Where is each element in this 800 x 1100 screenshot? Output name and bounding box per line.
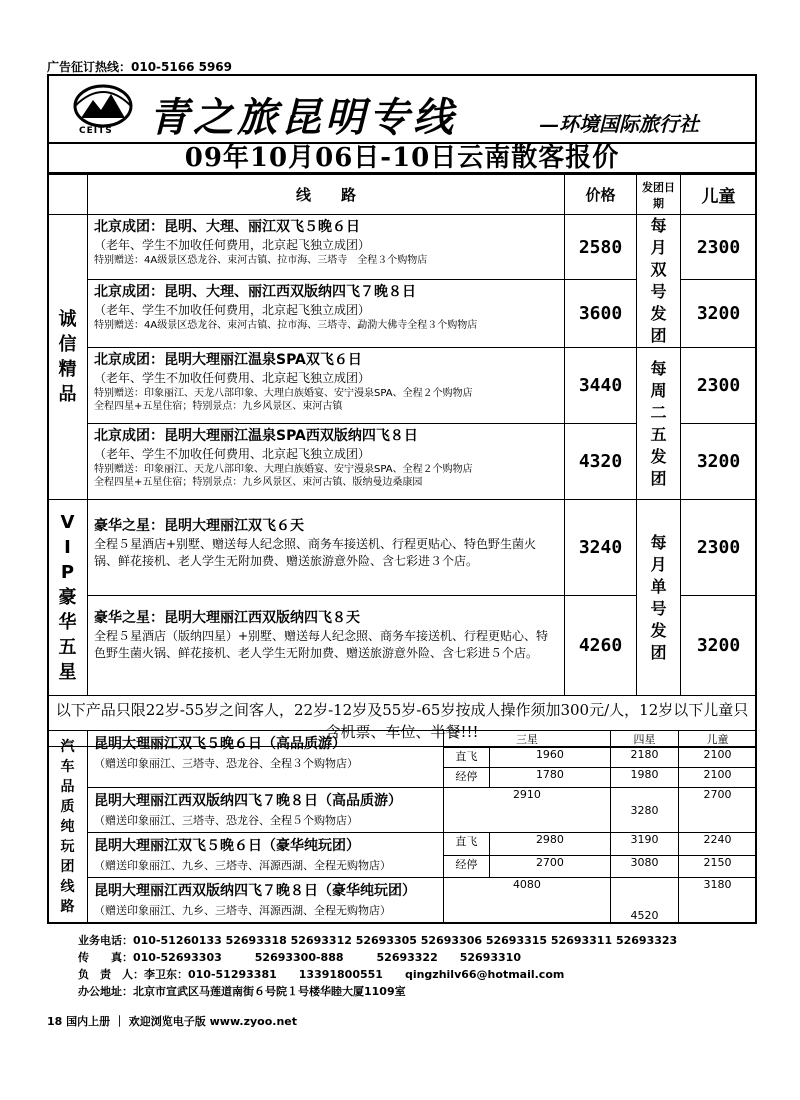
address-line xyxy=(78,983,677,1000)
bus-price: 3080 xyxy=(611,855,679,878)
fax: 010-52693303 52693300-888 52693322 52693310 xyxy=(133,951,521,964)
header xyxy=(49,76,755,142)
child-price: 2300 xyxy=(681,215,757,280)
contact-block xyxy=(78,932,677,1000)
bus-price: 4520 xyxy=(611,878,679,923)
route-price: 3440 xyxy=(565,348,637,424)
age-notice: 以下产品只限22岁-55岁之间客人，22岁-12岁及55岁-65岁按成人操作须加300元/人，12岁以下儿童只含机票、车位、半餐!!! xyxy=(48,696,757,747)
depart-date-2: 每周二五发团 xyxy=(637,348,681,500)
route-price: 2580 xyxy=(565,215,637,280)
bus-table xyxy=(47,730,757,924)
brand-title: 青之旅昆明专线 xyxy=(149,94,457,141)
route-price: 3600 xyxy=(565,280,637,348)
bus-route: 昆明大理丽江西双版纳四飞７晚８日（豪华纯玩团） （赠送印象丽江、九乡、三塔寺、洱源西湖、全程无购物店） xyxy=(88,878,444,923)
bus-route: 昆明大理丽江西双版纳四飞７晚８日（高品质游） （赠送印象丽江、三塔寺、恐龙谷、全程５个购物店） xyxy=(88,788,444,833)
bus-label: 经停 xyxy=(443,855,489,878)
address-label: 办公地址： xyxy=(78,985,133,998)
route-row: 北京成团：昆明、大理、丽江双飞５晚６日 （老年、学生不加收任何费用，北京起飞独立成团） 特别赠送：4A级景区恐龙谷、束河古镇、拉市海、三塔寺 全程３个购物店 xyxy=(88,215,565,280)
logo-text: CEITS xyxy=(79,126,113,136)
child-header: 儿童 xyxy=(681,175,757,215)
depart-date-3: 每月单号发团 xyxy=(637,500,681,696)
bus-price: 2980 xyxy=(489,833,610,856)
bus-price: 2700 xyxy=(489,855,610,878)
biz-phone-label: 业务电话： xyxy=(78,934,133,947)
route-price: 4320 xyxy=(565,424,637,500)
fax-label: 传 真： xyxy=(78,951,133,964)
child-price: 3200 xyxy=(681,596,757,696)
biz-phone: 010-51260133 52693318 52693312 52693305 52693306 52693315 52693311 52693323 xyxy=(133,934,678,947)
ad-hotline: 广告征订热线：010-5166 5969 xyxy=(47,60,233,74)
route-row: 豪华之星：昆明大理丽江西双版纳四飞８天 全程５星酒店（版纳四星）+别墅、赠送每人纪念照、商务车接送机、行程更贴心、特色野生菌火锅、鲜花接机、老人学生无附加费、赠送旅游意外险、含七彩进５个店。 xyxy=(88,596,565,696)
bus-price: 2150 xyxy=(679,855,757,878)
bus-price: 4080 xyxy=(443,878,610,923)
category-1: 诚信精品 xyxy=(48,215,88,500)
person: 李卫东：010-51293381 13391800551 qingzhilv66@hotmail.com xyxy=(144,968,565,981)
bus-label: 直飞 xyxy=(443,833,489,856)
route-row: 北京成团：昆明、大理、丽江西双版纳四飞７晚８日 （老年、学生不加收任何费用，北京起飞独立成团） 特别赠送：4A级景区恐龙谷、束河古镇、拉市海、三塔寺、勐泐大佛寺全程３个购物店 xyxy=(88,280,565,348)
bus-route: 昆明大理丽江双飞５晚６日（豪华纯玩团） （赠送印象丽江、九乡、三塔寺、洱源西湖、全程无购物店） xyxy=(88,833,444,878)
bus-price: 1980 xyxy=(611,768,679,788)
route-price: 4260 xyxy=(565,596,637,696)
route-header: 线 路 xyxy=(88,175,565,215)
fax-line xyxy=(78,949,677,966)
page-footer: 18 国内上册 ｜ 欢迎浏览电子版 www.zyoo.net xyxy=(47,1015,298,1028)
bus-price: 2700 xyxy=(679,788,757,833)
depart-date-1: 每月双号发团 xyxy=(637,215,681,348)
bus-price: 3280 xyxy=(611,788,679,833)
price-header: 价格 xyxy=(565,175,637,215)
bus-price: 1960 xyxy=(489,748,610,768)
route-row: 北京成团：昆明大理丽江温泉SPA双飞６日 （老年、学生不加收任何费用、北京起飞独立成团） 特别赠送：印象丽江、天龙八部印象、大理白族婚宴、安宁漫泉SPA、全程２个购物店 全程四星+五星住宿；特别景点：九乡风景区、束河古镇 xyxy=(88,348,565,424)
bus-price: 1780 xyxy=(489,768,610,788)
child-price: 2300 xyxy=(681,500,757,596)
bus-header-3star: 三星 xyxy=(443,731,610,748)
child-price: 3200 xyxy=(681,280,757,348)
bus-route: 昆明大理丽江双飞５晚６日（高品质游） （赠送印象丽江、三塔寺、恐龙谷、全程３个购物店） xyxy=(88,731,444,788)
bus-price: 3190 xyxy=(611,833,679,856)
address: 北京市宣武区马莲道南街６号院１号楼华睦大厦1109室 xyxy=(133,985,406,998)
bus-price: 3180 xyxy=(679,878,757,923)
route-row: 北京成团：昆明大理丽江温泉SPA西双版纳四飞８日 （老年、学生不加收任何费用、北京起飞独立成团） 特别赠送：印象丽江、天龙八部印象、大理白族婚宴、安宁漫泉SPA、全程２个购物店 全程四星+五星住宿；特别景点：九乡风景区、束河古镇、版纳曼边桑康园 xyxy=(88,424,565,500)
route-row: 豪华之星：昆明大理丽江双飞６天 全程５星酒店+别墅、赠送每人纪念照、商务车接送机、行程更贴心、特色野生菌火锅、鲜花接机、老人学生无附加费、赠送旅游意外险、含七彩进３个店。 xyxy=(88,500,565,596)
date-header: 发团日期 xyxy=(637,175,681,215)
bus-price: 2240 xyxy=(679,833,757,856)
brand-subtitle: —环境国际旅行社 xyxy=(539,112,699,136)
bus-header-child: 儿童 xyxy=(679,731,757,748)
bus-label: 经停 xyxy=(443,768,489,788)
route-price: 3240 xyxy=(565,500,637,596)
category-3: 汽车品质纯玩团线路 xyxy=(48,731,88,924)
price-sheet xyxy=(47,74,757,924)
person-label: 负 责 人： xyxy=(78,968,144,981)
bus-label: 直飞 xyxy=(443,748,489,768)
biz-phone-line xyxy=(78,932,677,949)
price-table xyxy=(47,174,757,747)
child-price: 3200 xyxy=(681,424,757,500)
category-2: VIP豪华五星 xyxy=(48,500,88,696)
child-price: 2300 xyxy=(681,348,757,424)
person-line xyxy=(78,966,677,983)
bus-price: 2100 xyxy=(679,748,757,768)
bus-price: 2180 xyxy=(611,748,679,768)
page-title: 09年10月06日-10日云南散客报价 xyxy=(49,142,755,174)
bus-header-4star: 四星 xyxy=(611,731,679,748)
bus-price: 2100 xyxy=(679,768,757,788)
bus-price: 2910 xyxy=(443,788,610,833)
